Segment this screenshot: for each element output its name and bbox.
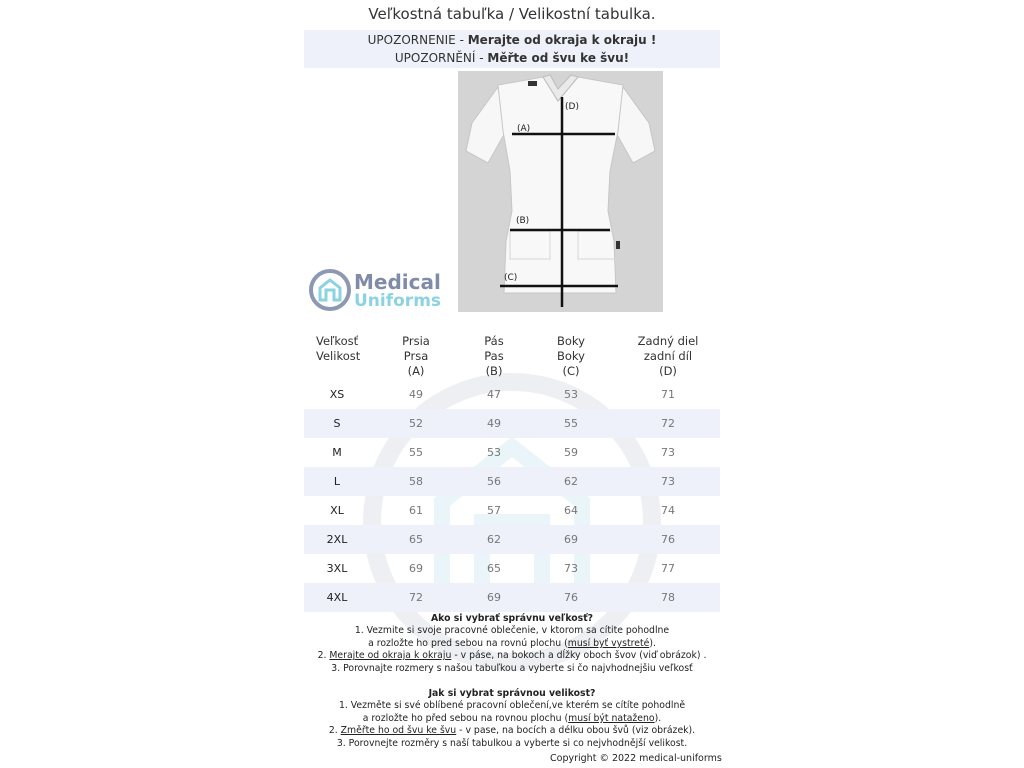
chest-cell: 65 <box>370 525 462 554</box>
instr-underlined: Změřte ho od švu ke švu <box>340 725 457 737</box>
header-hips-sk: Boky <box>557 334 585 348</box>
instructions-sk <box>304 613 720 675</box>
garment-illustration <box>458 71 663 312</box>
header-waist <box>462 332 526 380</box>
back-cell: 72 <box>616 409 720 438</box>
header-chest <box>370 332 462 380</box>
instructions-cz-step2 <box>304 725 720 737</box>
header-back-code: (D) <box>659 364 677 378</box>
instr-text: 2. <box>317 650 330 662</box>
header-waist-sk: Pás <box>484 334 504 348</box>
instr-text: - v pase, na bocích a délku obou švů (viz obrázek). <box>456 725 696 737</box>
header-chest-sk: Prsia <box>402 334 430 348</box>
warning-cz <box>304 49 720 67</box>
instr-text: ). <box>649 637 656 649</box>
size-cell: 3XL <box>326 562 348 575</box>
instr-text: - v páse, na bokoch a dĺžky oboch švov (viď obrázok) . <box>451 650 707 662</box>
size-cell: L <box>304 467 370 496</box>
header-hips <box>526 332 616 380</box>
waist-cell: 57 <box>487 504 501 517</box>
header-size <box>304 332 370 380</box>
table-row <box>304 380 720 409</box>
size-cell: 2XL <box>304 525 370 554</box>
size-cell: XL <box>330 504 344 517</box>
waist-cell: 62 <box>462 525 526 554</box>
size-cell: S <box>304 409 370 438</box>
table-row <box>304 467 720 496</box>
header-hips-code: (C) <box>562 364 580 378</box>
chest-cell: 69 <box>409 562 423 575</box>
label-b: (B) <box>516 216 530 226</box>
instructions-sk-heading: Ako si vybrať správnu veľkosť? <box>430 613 594 624</box>
hips-cell: 69 <box>526 525 616 554</box>
header-back-cz: zadní díl <box>643 349 693 363</box>
instructions-sk-step2 <box>304 650 720 662</box>
label-d: (D) <box>565 102 579 112</box>
waist-cell: 53 <box>487 446 501 459</box>
table-row <box>304 496 720 525</box>
hips-cell: 53 <box>564 388 578 401</box>
size-table <box>304 332 720 612</box>
waist-cell: 56 <box>462 467 526 496</box>
size-cell: 4XL <box>304 583 370 612</box>
instructions-sk-step1: 1. Vezmite si svoje pracovné oblečenie, v ktorom sa cítite pohodlne <box>354 625 670 637</box>
garment-measurement-diagram <box>458 71 663 312</box>
instr-text: 2. <box>328 725 341 737</box>
table-row <box>304 554 720 583</box>
hips-cell: 76 <box>526 583 616 612</box>
instructions-sk-step3: 3. Porovnajte rozmery s našou tabuľkou a vyberte si čo najvhodnejšiu veľkosť <box>331 662 693 674</box>
header-back-sk: Zadný diel <box>637 334 699 348</box>
size-cell: XS <box>329 388 345 401</box>
warning-banner <box>304 30 720 68</box>
back-cell: 76 <box>616 525 720 554</box>
header-hips-cz: Boky <box>557 349 585 363</box>
waist-cell: 47 <box>487 388 501 401</box>
chest-cell: 52 <box>370 409 462 438</box>
chest-cell: 72 <box>370 583 462 612</box>
hips-cell: 73 <box>564 562 578 575</box>
back-cell: 73 <box>661 446 675 459</box>
header-waist-code: (B) <box>485 364 503 378</box>
medical-uniforms-logo <box>308 268 458 318</box>
instr-underlined: Merajte od okraja k okraju <box>329 650 452 662</box>
instructions-cz-step1-cont <box>304 713 720 725</box>
back-cell: 73 <box>616 467 720 496</box>
warning-cz-prefix: UPOZORNĚNÍ - <box>394 51 488 65</box>
header-waist-cz: Pas <box>484 349 504 363</box>
header-chest-code: (A) <box>407 364 425 378</box>
chest-cell: 49 <box>409 388 423 401</box>
table-row <box>304 525 720 554</box>
logo-mark-icon <box>308 268 352 312</box>
back-cell: 77 <box>661 562 675 575</box>
hips-cell: 55 <box>526 409 616 438</box>
header-size-cz: Velikost <box>316 349 361 363</box>
header-size-sk: Veľkosť <box>316 334 359 348</box>
instr-text: ). <box>654 712 662 724</box>
page-title: Veľkostná tabuľka / Velikostní tabulka. <box>368 5 656 23</box>
chest-cell: 61 <box>409 504 423 517</box>
logo-text-uniforms: Uniforms <box>354 291 442 311</box>
instr-underlined: musí byť vystreté <box>567 637 650 649</box>
warning-sk-prefix: UPOZORNENIE - <box>367 33 468 47</box>
hips-cell: 59 <box>564 446 578 459</box>
copyright-text: Copyright © 2022 medical-uniforms <box>550 753 722 764</box>
instr-text: a rozložte ho před sebou na rovnou plochu ( <box>362 712 569 724</box>
instr-underlined: musí být nataženo <box>568 712 655 724</box>
waist-cell: 49 <box>462 409 526 438</box>
table-row <box>304 583 720 612</box>
hips-cell: 62 <box>526 467 616 496</box>
table-row <box>304 438 720 467</box>
label-a: (A) <box>517 124 531 134</box>
warning-sk-text: Merajte od okraja k okraju ! <box>467 33 657 47</box>
chest-cell: 55 <box>409 446 423 459</box>
waist-cell: 65 <box>487 562 501 575</box>
table-header-row <box>304 332 720 380</box>
hips-cell: 64 <box>564 504 578 517</box>
warning-cz-text: Měřte od švu ke švu! <box>487 51 630 65</box>
warning-sk <box>304 31 720 49</box>
header-back <box>616 332 720 380</box>
table-row <box>304 409 720 438</box>
label-c: (C) <box>504 273 518 283</box>
waist-cell: 69 <box>462 583 526 612</box>
size-cell: M <box>332 446 342 459</box>
logo-text-medical: Medical <box>354 270 441 294</box>
instructions-cz-step3: 3. Porovnejte rozměry s naší tabulkou a vyberte si co nejvhodnější velikost. <box>336 737 688 749</box>
back-cell: 71 <box>661 388 675 401</box>
instr-text: a rozložte ho pred sebou na rovnú plochu ( <box>368 637 568 649</box>
instructions-sk-step1-cont <box>304 638 720 650</box>
instructions-cz-step1: 1. Vezměte si své oblíbené pracovní oblečení,ve kterém se cítíte pohodlně <box>338 700 686 712</box>
instructions-cz <box>304 688 720 750</box>
back-cell: 78 <box>616 583 720 612</box>
header-chest-cz: Prsa <box>403 349 429 363</box>
instructions-cz-heading: Jak si vybrat správnou velikost? <box>428 688 596 699</box>
back-cell: 74 <box>661 504 675 517</box>
chest-cell: 58 <box>370 467 462 496</box>
